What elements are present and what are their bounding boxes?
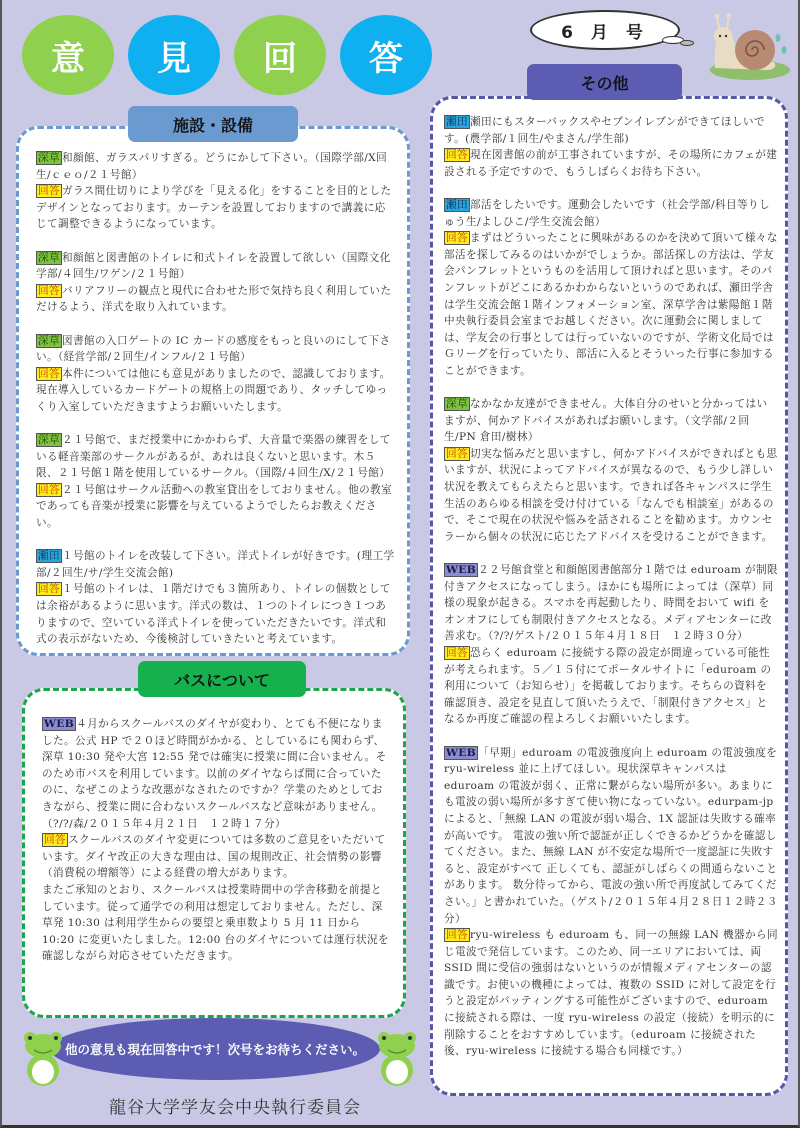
section-header-facilities: 施設・設備: [128, 106, 298, 142]
answer: 回答 切実な悩みだと思いますし、何かアドバイスができればとも思いますが、状況によってアドバイスが異なるので、もう少し詳しい状況を教えてもらえたらと思います。できれば各キャンパスに学生生活のあらゆる相談を受け付けている「なんでも相談室」があるので、そこで現在の状況や悩みを話されることを勧めます。カウンセラーから個々の状況に応じたアドバイスを受けることができます。: [444, 447, 778, 543]
campus-tag-fukakusa: 深草: [446, 398, 468, 411]
question: 瀬田 １号館のトイレを改装して下さい。洋式トイレが好きです。(理工学部/２回生/サ/学生交流会館): [36, 550, 395, 579]
title-char-1: 意: [22, 15, 114, 95]
cloud-puff-icon: [680, 40, 694, 46]
answer-tag: 回答: [446, 447, 468, 460]
question: 瀬田 部活をしたいです。運動会したいです（社会学部/科目等りしゅう生/よしひこ/学生交流会館）: [444, 198, 770, 228]
list-item: [42, 716, 392, 965]
answer: 回答 まずはどういったことに興味があるのかを決めて頂いて様々な部活を探してみるのはいかがでしょうか。部活探しの方法は、学友会パンフレットというものを活用して頂ければと思います。そのパンフレットがどこにあるかわからないというのであれば、瀬田学舎は学生交流会館１階インフォメーション室、深草学舎は紫陽館１階中央執行委員会室までお越しください。次に運動会に関しましては、学友会の行事としては行っていないのですが、学術文化局ではＧリーグを行っていたり、部活に入るとそういった行事に参加することができます。: [444, 232, 778, 377]
campus-tag-fukakusa: 深草: [38, 434, 60, 447]
question: 深草 図書館の入口ゲートの IC カードの感度をもっと良いのにして下さい。（経営学部/２回生/インフル/２１号館）: [36, 334, 391, 364]
title-circles: [22, 15, 442, 100]
section-header-bus: バスについて: [138, 661, 306, 697]
list-item: [444, 197, 778, 380]
campus-tag-seta: 瀬田: [446, 116, 468, 128]
answer: 回答 現在図書館の前が工事されていますが、その場所にカフェが建設される予定ですので、もうしばらくお待ち下さい。: [444, 149, 778, 178]
answer-tag: 回答: [446, 647, 468, 659]
answer: 回答 スクールバスのダイヤ変更については多数のご意見をいただいています。ダイヤ改正の大きな理由は、国の規則改正、社会情勢の影響（消費税の増額等）による経費の増大があります。: [42, 834, 386, 880]
answer-tag: 回答: [38, 583, 60, 596]
title-char-4: 答: [340, 15, 432, 95]
list-item: [444, 396, 778, 545]
other-entries: [444, 114, 778, 1076]
answer-tag: 回答: [38, 185, 60, 198]
campus-tag-seta: 瀬田: [38, 550, 60, 563]
frog-icon: [18, 1030, 68, 1090]
question: 深草 和顔館と図書館のトイレに和式トイレを設置して欲しい（国際文化学部/４回生/ワゲン/２１号館）: [36, 251, 391, 281]
answer-tag: 回答: [446, 149, 468, 162]
answer: 回答 ２１号館はサークル活動への教室貸出をしておりません。他の教室であっても音楽が授業に影響を与えているようでしたらお教えください。: [36, 483, 393, 530]
answer-tag: 回答: [446, 929, 468, 942]
answer: 回答 恐らく eduroam に接続する際の設定が間違っている可能性が考えられます。５／１５付にてポータルサイトに「eduroam の利用について（お知らせ）」を掲載しております。そちらの資料を確認頂き、設定を見直して頂いたうえで、「制限付きアクセス」となるか再度ご確認の程よろしくお願いいたします。: [444, 647, 772, 726]
title-char-2: 見: [128, 15, 220, 95]
question: 深草 和顔館、ガラスパリすぎる。どうにかして下さい。（国際学部/X回生/ｃｅｏ/２１号館）: [36, 152, 388, 181]
list-item: [36, 432, 396, 532]
frog-icon: [372, 1030, 422, 1090]
snail-icon: [705, 8, 795, 83]
issue-month-label: 6 月 号: [561, 22, 649, 43]
list-item: [36, 250, 396, 316]
list-item: [444, 745, 778, 1060]
question: WEB 「早期」eduroam の電波強度向上 eduroam の電波強度を ryu-wireless 並に上げてほしい。現状深草キャンパスは eduroam の電波が弱く、正常に繋がらない場所が多い。あまりにも電波の弱い場所が多すぎて使い物になっていない。edurpam-jp によると、「無線 LAN の電波が弱い場合、1X 認証は失敗する確率が高いです。 電波の強い所で認証が正しくできるかどうかを確認してください。また、無線 LAN が不安定な場所で一度認証に失敗すると、設定がすべて 正しくても、認証がしばらくの間通らないことがあります。 数分待ってから、電波の強い所で再度試してみてください。」と書かれていた。（ゲスト/２０１５年４月２８日１２時２３分）: [444, 746, 778, 925]
answer-tag: 回答: [38, 367, 60, 380]
answer: 回答 バリアフリーの観点と現代に合わせた形で気持ち良く利用していただけるよう、洋式を取り入れています。: [36, 284, 392, 314]
footer-banner-text: 他の意見も現在回答中です！次号をお待ちください。: [64, 1042, 365, 1057]
answer: 回答 ガラス間仕切りにより学びを「見える化」をすることを目的としたデザインとなっております。カーテンを設置しておりますので講義に応じて調整できるようになっています。: [36, 185, 392, 231]
web-tag: WEB: [446, 746, 477, 759]
answer-tag: 回答: [44, 834, 66, 847]
title-char-3: 回: [234, 15, 326, 95]
bus-entries: [42, 716, 392, 982]
facilities-entries: [36, 150, 396, 664]
web-tag: WEB: [44, 718, 75, 730]
list-item: [444, 562, 778, 728]
campus-tag-seta: 瀬田: [446, 198, 468, 211]
list-item: [444, 114, 778, 180]
list-item: [36, 150, 396, 233]
campus-tag-fukakusa: 深草: [38, 152, 60, 164]
list-item: [36, 548, 396, 648]
section-header-other: その他: [527, 64, 682, 100]
question: WEB ２２号館食堂と和顔館図書館部分１階では eduroam が制限付きアクセスになってしまう。ほかにも場所によっては（深草）同様の現象が起きる。スマホを再起動したり、時間をおいて wifi をオンオフにしても制限付きアクセスとなる。メディアセンターに改善求む。（?/?/ゲスト/２０１５年４月１８日 １２時３０分）: [444, 564, 779, 643]
list-item: [36, 333, 396, 416]
issue-month-badge: [530, 10, 680, 50]
answer-tag: 回答: [446, 232, 468, 245]
answer: 回答 本件については他にも意見がありましたので、認識しております。現在導入しているカードゲートの規格上の問題であり、タッチしてゆっくり入室していただきますようお願いいたします。: [36, 367, 391, 413]
answer: 回答 ryu-wireless も eduroam も、同一の無線 LAN 機器から同じ電波で発信しています。このため、同一エリアにおいては、両 SSID 間に受信の強弱はないというのが情報メディアセンターの認識です。お使いの機種によっては、複数の SSID に対して設定を行うと設定がバッティングする可能性がございますので、eduroam に接続される際は、一度 ryu-wireless の設定（接続）を明示的に削除することをおすすめしています。（eduroam に接続された後、ryu-wireless に接続する場合も同様です。）: [444, 929, 778, 1058]
organization-name: 龍谷大学学友会中央執行委員会: [109, 1098, 361, 1118]
question: 深草 なかなか友達ができません。大体自分のせいと分かってはいますが、何かアドバイスがあればお願いします。（文学部/２回生/PN 倉田/樹林）: [444, 398, 768, 444]
answer-tag: 回答: [38, 284, 60, 297]
question: 瀬田 瀬田にもスターバックスやセブンイレブンができてほしいです。(農学部/１回生/やまさん/学生部): [444, 116, 765, 145]
web-tag: WEB: [446, 564, 477, 577]
answer-continued: またご承知のとおり、スクールバスは授業時間中の学舎移動を前提としています。従って通学での利用は想定しておりません。ただし、深草発 10:30 は利用学生からの要望と乗車数より 5 月 11 日から 10:20 に変更いたしました。12:00 台のダイヤについては運行状況を確認しながら対応させていただきます。: [42, 883, 390, 963]
answer: 回答 １号館のトイレは、１階だけでも３箇所あり、トイレの個数としては余裕があるように思います。洋式の数は、１つのトイレにつき１つありますので、空いている洋式トイレを使っていただきたいです。洋式和式の表示がないため、今後検討していきたいと考えています。: [36, 583, 391, 646]
question: WEB ４月からスクールバスのダイヤが変わり、とても不便になりました。公式 HP で２０ほど時間がかかる、としているにも関わらず、深草 10:30 発や大宮 12:55 発では確実に授業に間に合いません。そのため市バスを利用しています。以前のダイヤならば間に合っていたのに、なぜこのような改悪がなされたのですか？学業のためとしておきながら、授業に間に合わないスクールバスなど意味がありません。（?/?/森/２０１５年４月２１日 １２時１７分）: [42, 718, 387, 830]
campus-tag-fukakusa: 深草: [38, 251, 60, 264]
answer-tag: 回答: [38, 483, 60, 496]
question: 深草 ２１号館で、まだ授業中にかかわらず、大音量で楽器の練習をしている軽音楽部のサークルがあるが、あれは良くないと思います。木５限、２１号館１階を使用しているサークル。（国際/４回生/X/２１号館）: [36, 434, 391, 480]
campus-tag-fukakusa: 深草: [38, 334, 60, 347]
footer-banner: [50, 1018, 380, 1080]
